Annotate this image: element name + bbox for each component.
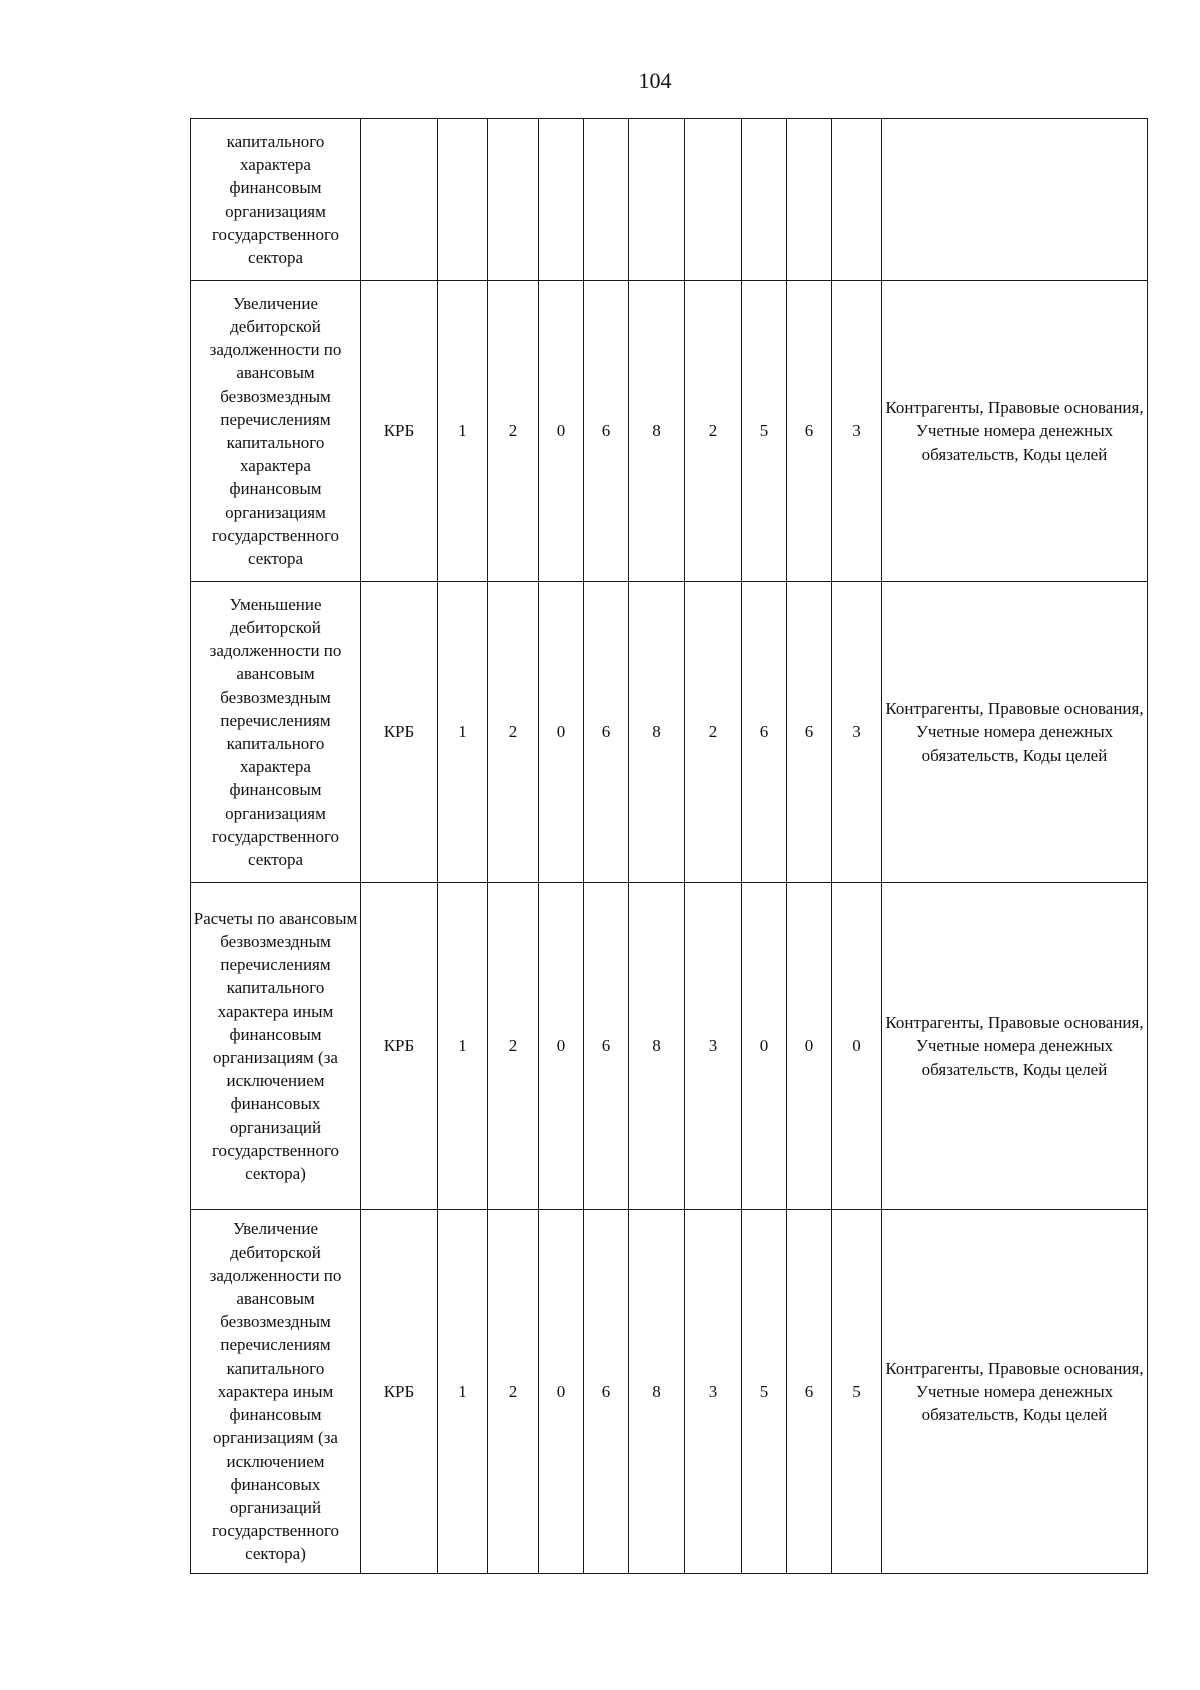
digit-cell: 3 (685, 1210, 742, 1574)
digit-cell: 6 (787, 281, 832, 582)
digit-cell: 0 (742, 883, 787, 1210)
digit-cell: 5 (742, 1210, 787, 1574)
digit-cell: 8 (629, 883, 685, 1210)
code-cell: КРБ (361, 1210, 438, 1574)
digit-cell: 6 (584, 1210, 629, 1574)
digit-cell: 0 (539, 281, 584, 582)
account-name-cell: Уменьшение дебиторской задолженности по авансовым безвозмездным перечислениям капитального характера финансовым организациям государственного сектора (191, 582, 361, 883)
account-table (190, 118, 1148, 1574)
digit-cell: 2 (685, 582, 742, 883)
code-cell: КРБ (361, 883, 438, 1210)
table-row (191, 582, 1148, 883)
digit-cell: 0 (539, 883, 584, 1210)
digit-cell: 1 (438, 582, 488, 883)
digit-cell: 5 (832, 1210, 882, 1574)
digit-cell: 2 (488, 281, 539, 582)
digit-cell: 8 (629, 582, 685, 883)
digit-cell: 2 (488, 1210, 539, 1574)
digit-cell (488, 119, 539, 281)
digit-cell: 2 (685, 281, 742, 582)
digit-cell: 3 (832, 582, 882, 883)
analytics-attributes-cell: Контрагенты, Правовые основания, Учетные номера денежных обязательств, Коды целей (882, 582, 1148, 883)
digit-cell: 0 (832, 883, 882, 1210)
digit-cell: 0 (539, 582, 584, 883)
digit-cell: 2 (488, 582, 539, 883)
account-name-cell: Увеличение дебиторской задолженности по авансовым безвозмездным перечислениям капитального характера финансовым организациям государственного сектора (191, 281, 361, 582)
analytics-attributes-cell: Контрагенты, Правовые основания, Учетные номера денежных обязательств, Коды целей (882, 281, 1148, 582)
digit-cell (629, 119, 685, 281)
digit-cell (584, 119, 629, 281)
code-cell: КРБ (361, 281, 438, 582)
digit-cell: 1 (438, 883, 488, 1210)
digit-cell (539, 119, 584, 281)
account-name-cell: капитального характера финансовым организациям государственного сектора (191, 119, 361, 281)
table-row (191, 119, 1148, 281)
digit-cell: 0 (787, 883, 832, 1210)
digit-cell: 2 (488, 883, 539, 1210)
digit-cell: 8 (629, 281, 685, 582)
page-number: 104 (638, 68, 672, 93)
digit-cell: 6 (584, 281, 629, 582)
digit-cell: 6 (787, 1210, 832, 1574)
digit-cell (787, 119, 832, 281)
digit-cell: 6 (742, 582, 787, 883)
account-name-cell: Увеличение дебиторской задолженности по авансовым безвозмездным перечислениям капитального характера иным финансовым организациям (за исключением финансовых организаций государственного сектора) (191, 1210, 361, 1574)
digit-cell: 8 (629, 1210, 685, 1574)
digit-cell: 6 (787, 582, 832, 883)
digit-cell: 6 (584, 883, 629, 1210)
code-cell: КРБ (361, 582, 438, 883)
digit-cell (685, 119, 742, 281)
analytics-attributes-cell (882, 119, 1148, 281)
table-row (191, 1210, 1148, 1574)
table-row (191, 281, 1148, 582)
analytics-attributes-cell: Контрагенты, Правовые основания, Учетные номера денежных обязательств, Коды целей (882, 883, 1148, 1210)
digit-cell: 6 (584, 582, 629, 883)
code-cell (361, 119, 438, 281)
digit-cell: 3 (685, 883, 742, 1210)
digit-cell: 1 (438, 281, 488, 582)
analytics-attributes-cell: Контрагенты, Правовые основания, Учетные номера денежных обязательств, Коды целей (882, 1210, 1148, 1574)
digit-cell: 3 (832, 281, 882, 582)
table-row (191, 883, 1148, 1210)
account-name-cell: Расчеты по авансовым безвозмездным перечислениям капитального характера иным финансовым организациям (за исключением финансовых организаций государственного сектора) (191, 883, 361, 1210)
digit-cell (742, 119, 787, 281)
digit-cell (832, 119, 882, 281)
digit-cell (438, 119, 488, 281)
digit-cell: 0 (539, 1210, 584, 1574)
digit-cell: 1 (438, 1210, 488, 1574)
digit-cell: 5 (742, 281, 787, 582)
